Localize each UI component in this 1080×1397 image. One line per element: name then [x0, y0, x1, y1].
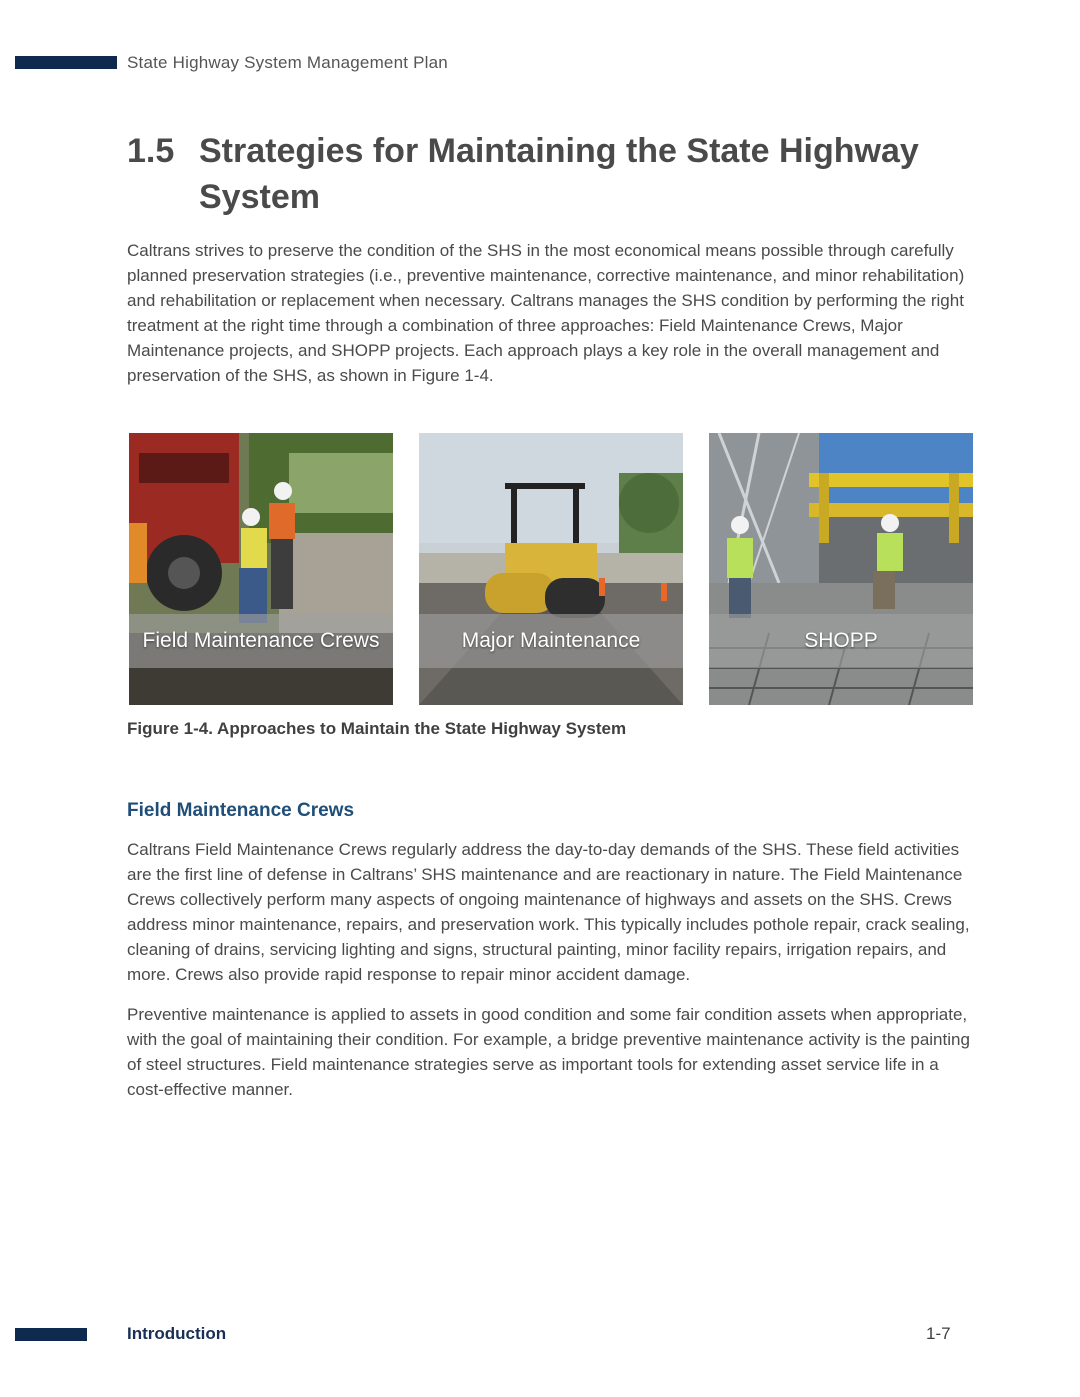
document-header-title: State Highway System Management Plan [127, 53, 448, 72]
photo-label: SHOPP [804, 629, 878, 652]
body-paragraph: Preventive maintenance is applied to assets in good condition and some fair condition assets when appropriate, with the goal of maintaining their condition. For example, a bridge preventive maintenance activity is the painting of steel structures. Field maintenance strategies serve as important tools for extending asset service life in a cost-effective manner. [127, 1005, 970, 1099]
section-title: Strategies for Maintaining the State Highway System [199, 132, 919, 216]
footer-section-name: Introduction [127, 1324, 227, 1343]
subsection-heading: Field Maintenance Crews [127, 800, 355, 821]
photo-major-maintenance [419, 433, 683, 705]
figure-caption: Figure 1-4. Approaches to Maintain the State Highway System [127, 719, 627, 738]
footer-accent-bar [15, 1328, 87, 1341]
photo-field-maintenance-crews [129, 433, 393, 705]
section-number: 1.5 [127, 132, 175, 170]
header-accent-bar [15, 56, 117, 69]
photo-label: Field Maintenance Crews [142, 629, 380, 652]
intro-paragraph: Caltrans strives to preserve the condition of the SHS in the most economical means possible through carefully planned preservation strategies (i.e., preventive maintenance, corrective maintenance, and minor rehabilitation) and rehabilitation or replacement when necessary. Caltrans manages the SHS condition by performing the right treatment at the right time through a combination of three approaches: Field Maintenance Crews, Major Maintenance projects, and SHOPP projects. Each approach plays a key role in the overall management and preservation of the SHS, as shown in Figure 1-4. [127, 241, 965, 385]
photo-label: Major Maintenance [461, 629, 641, 652]
page-number: 1-7 [926, 1324, 951, 1343]
body-paragraph: Caltrans Field Maintenance Crews regularly address the day-to-day demands of the SHS. These field activities are the first line of defense in Caltrans’ SHS maintenance and are reactionary in nature. The Field Maintenance Crews collectively perform many aspects of ongoing maintenance of highways and assets on the SHS. Crews address minor maintenance, repairs, and preservation work. This typically includes pothole repair, crack sealing, cleaning of drains, servicing lighting and signs, structural painting, minor facility repairs, irrigation repairs, and more. Crews also provide rapid response to repair minor accident damage. [127, 840, 970, 984]
photo-shopp [709, 433, 973, 705]
